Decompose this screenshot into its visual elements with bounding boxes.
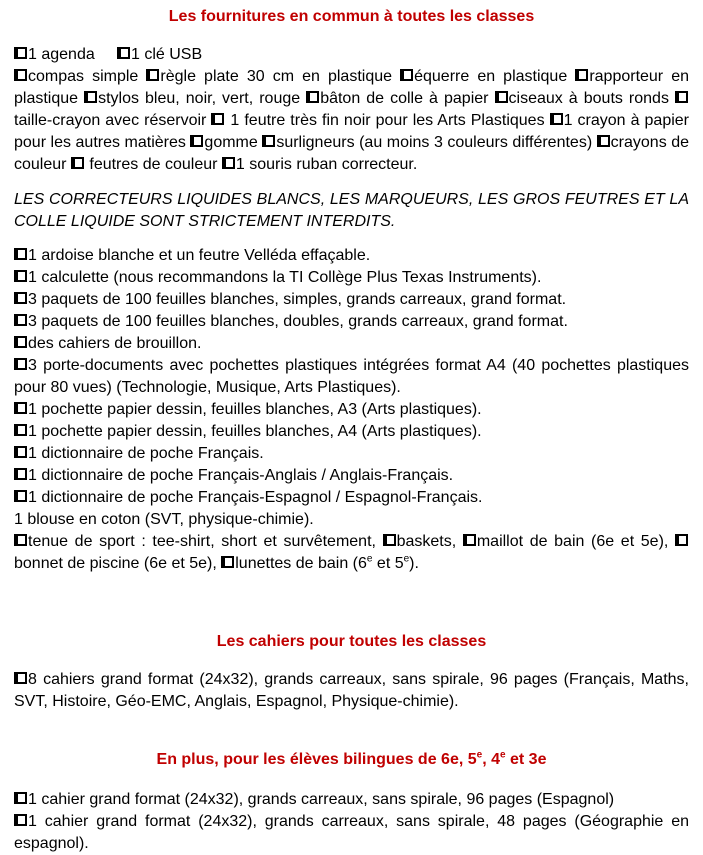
item-cahier-espagnol-96: 1 cahier grand format (24x32), grands carreaux, sans spirale, 96 pages (Espagnol) bbox=[14, 789, 689, 811]
item-blouse: 1 blouse en coton (SVT, physique-chimie). bbox=[14, 511, 314, 528]
items-list-fournitures bbox=[14, 245, 689, 575]
item-porte-documents: 3 porte-documents avec pochettes plastiques intégrées format A4 (40 pochettes plastiques pour 80 vues) (Technologie, Musique, Arts Plastiques). bbox=[14, 357, 689, 396]
empty-checkbox-icon bbox=[550, 113, 563, 125]
empty-checkbox-icon bbox=[146, 69, 159, 81]
empty-checkbox-icon bbox=[400, 69, 413, 81]
section-title-bilingues: En plus, pour les élèves bilingues de 6e, 5e, 4e et 3e bbox=[156, 749, 547, 768]
item-feuilles-simples: 3 paquets de 100 feuilles blanches, simples, grands carreaux, grand format. bbox=[14, 289, 689, 311]
empty-checkbox-icon bbox=[14, 672, 27, 684]
superscript-text: e bbox=[499, 749, 506, 761]
empty-checkbox-icon bbox=[675, 534, 688, 546]
item-pochette-a3: 1 pochette papier dessin, feuilles blanches, A3 (Arts plastiques). bbox=[14, 399, 689, 421]
empty-checkbox-icon bbox=[14, 446, 27, 458]
empty-checkbox-icon bbox=[14, 814, 27, 826]
item-pochette-a4: 1 pochette papier dessin, feuilles blanches, A4 (Arts plastiques). bbox=[14, 421, 689, 443]
paragraph-common-supplies: compas simple règle plate 30 cm en plastique équerre en plastique rapporteur en plastique stylos bleu, noir, vert, rouge bâton de colle à papier ciseaux à bouts ronds taille-crayon avec réservoir 1 feutre très fin noir pour les Arts Plastiques 1 crayon à papier pour les autres matières gomme surligneurs (au moins 3 couleurs différentes) crayons de couleur feutres de couleur 1 souris ruban correcteur. bbox=[14, 68, 690, 173]
item-8-cahiers: 8 cahiers grand format (24x32), grands carreaux, sans spirale, 96 pages (Français, Maths, SVT, Histoire, Géo-EMC, Anglais, Espagnol, Physique-chimie). bbox=[14, 671, 689, 710]
empty-checkbox-icon bbox=[14, 47, 27, 59]
empty-checkbox-icon bbox=[14, 792, 27, 804]
empty-checkbox-icon bbox=[211, 113, 224, 125]
empty-checkbox-icon bbox=[14, 468, 27, 480]
empty-checkbox-icon bbox=[14, 248, 27, 260]
empty-checkbox-icon bbox=[71, 157, 84, 169]
item-dictionnaire-espagnol: 1 dictionnaire de poche Français-Espagnol / Espagnol-Français. bbox=[14, 487, 689, 509]
empty-checkbox-icon bbox=[14, 402, 27, 414]
empty-checkbox-icon bbox=[84, 91, 97, 103]
empty-checkbox-icon bbox=[14, 314, 27, 326]
item-cahiers-brouillon: des cahiers de brouillon. bbox=[14, 333, 689, 355]
empty-checkbox-icon bbox=[117, 47, 130, 59]
item-dictionnaire-anglais: 1 dictionnaire de poche Français-Anglais / Anglais-Français. bbox=[14, 465, 689, 487]
empty-checkbox-icon bbox=[495, 91, 508, 103]
empty-checkbox-icon bbox=[190, 135, 203, 147]
empty-checkbox-icon bbox=[597, 135, 610, 147]
empty-checkbox-icon bbox=[675, 91, 688, 103]
empty-checkbox-icon bbox=[14, 270, 27, 282]
empty-checkbox-icon bbox=[14, 336, 27, 348]
item-ardoise: 1 ardoise blanche et un feutre Velléda effaçable. bbox=[14, 245, 689, 267]
empty-checkbox-icon bbox=[221, 556, 234, 568]
paragraph-forbidden-items-warning: LES CORRECTEURS LIQUIDES BLANCS, LES MARQUEURS, LES GROS FEUTRES ET LA COLLE LIQUIDE SONT STRICTEMENT INTERDITS. bbox=[14, 191, 689, 230]
superscript-text: e bbox=[403, 553, 410, 565]
empty-checkbox-icon bbox=[262, 135, 275, 147]
items-list-bilingues bbox=[14, 789, 689, 855]
superscript-text: e bbox=[366, 553, 373, 565]
item-tenue-de-sport: tenue de sport : tee-shirt, short et survêtement, baskets, maillot de bain (6e et 5e), bonnet de piscine (6e et 5e), lunettes de bain (6e et 5e). bbox=[14, 531, 689, 575]
empty-checkbox-icon bbox=[383, 534, 396, 546]
section-title-fournitures: Les fournitures en commun à toutes les classes bbox=[168, 8, 535, 25]
item-cahier-geographie-48: 1 cahier grand format (24x32), grands carreaux, sans spirale, 48 pages (Géographie en espagnol). bbox=[14, 813, 689, 852]
empty-checkbox-icon bbox=[575, 69, 588, 81]
empty-checkbox-icon bbox=[306, 91, 319, 103]
paragraph-agenda-usb: 1 agenda 1 clé USB bbox=[14, 44, 689, 66]
item-calculette: 1 calculette (nous recommandons la TI Collège Plus Texas Instruments). bbox=[14, 267, 689, 289]
empty-checkbox-icon bbox=[222, 157, 235, 169]
superscript-text: e bbox=[476, 749, 483, 761]
section-title-cahiers: Les cahiers pour toutes les classes bbox=[216, 633, 487, 650]
empty-checkbox-icon bbox=[14, 534, 27, 546]
empty-checkbox-icon bbox=[463, 534, 476, 546]
item-dictionnaire-francais: 1 dictionnaire de poche Français. bbox=[14, 443, 689, 465]
empty-checkbox-icon bbox=[14, 358, 27, 370]
empty-checkbox-icon bbox=[14, 490, 27, 502]
empty-checkbox-icon bbox=[14, 292, 27, 304]
empty-checkbox-icon bbox=[14, 69, 27, 81]
item-feuilles-doubles: 3 paquets de 100 feuilles blanches, doubles, grands carreaux, grand format. bbox=[14, 311, 689, 333]
empty-checkbox-icon bbox=[14, 424, 27, 436]
